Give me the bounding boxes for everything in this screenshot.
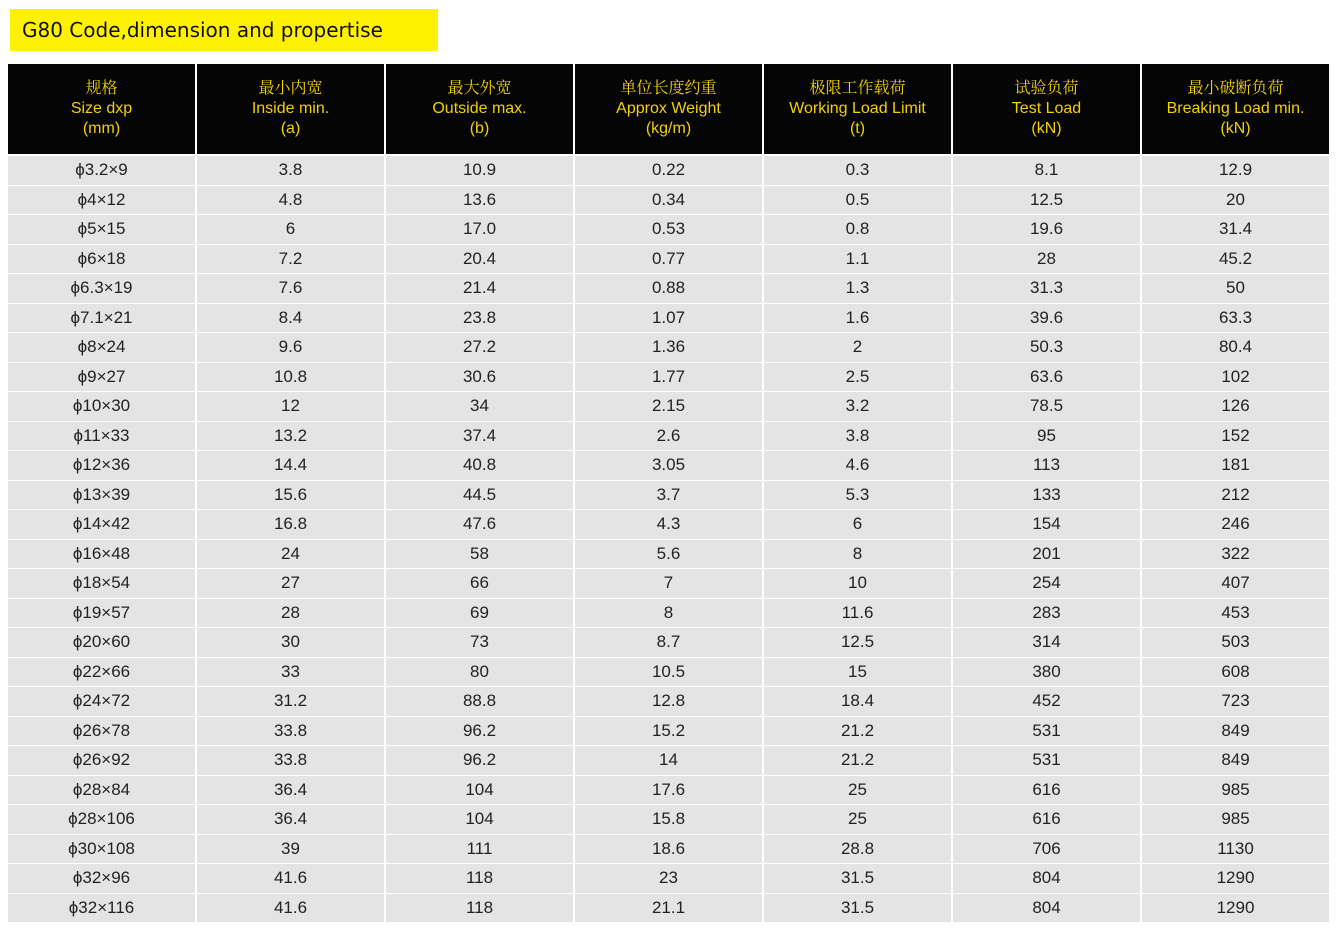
- value-cell: 608: [1142, 658, 1329, 687]
- column-header: [953, 64, 1140, 154]
- value-cell: 985: [1142, 805, 1329, 834]
- value-cell: 17.0: [386, 215, 573, 244]
- value-cell: 2.15: [575, 392, 762, 421]
- table-body: [8, 155, 1329, 922]
- value-cell: 283: [953, 599, 1140, 628]
- column-header-en: Outside max.: [432, 100, 527, 117]
- value-cell: 25: [764, 805, 951, 834]
- size-cell: ϕ32×96: [8, 864, 195, 893]
- value-cell: 44.5: [386, 481, 573, 510]
- value-cell: 503: [1142, 628, 1329, 657]
- value-cell: 18.6: [575, 835, 762, 864]
- table-row: [8, 422, 1329, 451]
- size-cell: ϕ30×108: [8, 835, 195, 864]
- table-row: [8, 864, 1329, 893]
- value-cell: 118: [386, 894, 573, 923]
- value-cell: 104: [386, 776, 573, 805]
- value-cell: 21.4: [386, 274, 573, 303]
- size-cell: ϕ28×106: [8, 805, 195, 834]
- value-cell: 15.8: [575, 805, 762, 834]
- value-cell: 1.07: [575, 304, 762, 333]
- value-cell: 2: [764, 333, 951, 362]
- column-header-unit: (mm): [82, 120, 121, 137]
- value-cell: 133: [953, 481, 1140, 510]
- value-cell: 804: [953, 894, 1140, 923]
- column-header-en: Working Load Limit: [789, 100, 926, 117]
- value-cell: 201: [953, 540, 1140, 569]
- table-row: [8, 776, 1329, 805]
- size-cell: ϕ14×42: [8, 510, 195, 539]
- value-cell: 1.3: [764, 274, 951, 303]
- column-header: [1142, 64, 1329, 154]
- table-row: [8, 451, 1329, 480]
- value-cell: 21.2: [764, 717, 951, 746]
- value-cell: 804: [953, 864, 1140, 893]
- value-cell: 10.9: [386, 155, 573, 185]
- column-header: [575, 64, 762, 154]
- value-cell: 58: [386, 540, 573, 569]
- value-cell: 0.88: [575, 274, 762, 303]
- value-cell: 73: [386, 628, 573, 657]
- spec-table: [6, 63, 1331, 923]
- page-title-text: G80 Code,dimension and propertise: [22, 18, 383, 42]
- size-cell: ϕ26×78: [8, 717, 195, 746]
- value-cell: 28: [197, 599, 384, 628]
- value-cell: 31.3: [953, 274, 1140, 303]
- table-row: [8, 746, 1329, 775]
- value-cell: 113: [953, 451, 1140, 480]
- column-header: [197, 64, 384, 154]
- size-cell: ϕ19×57: [8, 599, 195, 628]
- value-cell: 616: [953, 805, 1140, 834]
- value-cell: 63.6: [953, 363, 1140, 392]
- value-cell: 30: [197, 628, 384, 657]
- size-cell: ϕ24×72: [8, 687, 195, 716]
- value-cell: 0.3: [764, 155, 951, 185]
- column-header-cn: 极限工作载荷: [809, 80, 906, 97]
- size-cell: ϕ13×39: [8, 481, 195, 510]
- value-cell: 27.2: [386, 333, 573, 362]
- column-header-en: Size dxp: [70, 100, 133, 117]
- value-cell: 10.8: [197, 363, 384, 392]
- table-row: [8, 717, 1329, 746]
- column-header: [764, 64, 951, 154]
- value-cell: 1.1: [764, 245, 951, 274]
- value-cell: 23: [575, 864, 762, 893]
- size-cell: ϕ8×24: [8, 333, 195, 362]
- column-header-en: Test Load: [1011, 100, 1082, 117]
- table-row: [8, 687, 1329, 716]
- value-cell: 31.5: [764, 894, 951, 923]
- value-cell: 39.6: [953, 304, 1140, 333]
- value-cell: 0.34: [575, 186, 762, 215]
- value-cell: 453: [1142, 599, 1329, 628]
- value-cell: 4.6: [764, 451, 951, 480]
- value-cell: 96.2: [386, 746, 573, 775]
- value-cell: 50: [1142, 274, 1329, 303]
- column-header-unit: (kN): [1031, 120, 1062, 137]
- header-row: [8, 64, 1329, 154]
- value-cell: 80.4: [1142, 333, 1329, 362]
- value-cell: 8.1: [953, 155, 1140, 185]
- size-cell: ϕ6.3×19: [8, 274, 195, 303]
- column-header-cn: 最小内宽: [258, 80, 323, 97]
- value-cell: 14.4: [197, 451, 384, 480]
- column-header-en: Breaking Load min.: [1166, 100, 1305, 117]
- value-cell: 407: [1142, 569, 1329, 598]
- size-cell: ϕ20×60: [8, 628, 195, 657]
- value-cell: 33.8: [197, 746, 384, 775]
- value-cell: 95: [953, 422, 1140, 451]
- value-cell: 4.3: [575, 510, 762, 539]
- value-cell: 322: [1142, 540, 1329, 569]
- value-cell: 78.5: [953, 392, 1140, 421]
- value-cell: 34: [386, 392, 573, 421]
- table-row: [8, 274, 1329, 303]
- value-cell: 19.6: [953, 215, 1140, 244]
- value-cell: 154: [953, 510, 1140, 539]
- value-cell: 12.5: [953, 186, 1140, 215]
- size-cell: ϕ5×15: [8, 215, 195, 244]
- value-cell: 5.3: [764, 481, 951, 510]
- table-row: [8, 333, 1329, 362]
- table-row: [8, 628, 1329, 657]
- value-cell: 0.53: [575, 215, 762, 244]
- value-cell: 706: [953, 835, 1140, 864]
- size-cell: ϕ32×116: [8, 894, 195, 923]
- value-cell: 36.4: [197, 805, 384, 834]
- value-cell: 18.4: [764, 687, 951, 716]
- column-header-cn: 规格: [85, 80, 118, 97]
- value-cell: 40.8: [386, 451, 573, 480]
- value-cell: 37.4: [386, 422, 573, 451]
- size-cell: ϕ9×27: [8, 363, 195, 392]
- table-row: [8, 658, 1329, 687]
- value-cell: 28: [953, 245, 1140, 274]
- value-cell: 5.6: [575, 540, 762, 569]
- value-cell: 314: [953, 628, 1140, 657]
- value-cell: 47.6: [386, 510, 573, 539]
- table-row: [8, 186, 1329, 215]
- table-row: [8, 155, 1329, 185]
- value-cell: 21.2: [764, 746, 951, 775]
- value-cell: 13.6: [386, 186, 573, 215]
- table-row: [8, 392, 1329, 421]
- size-cell: ϕ11×33: [8, 422, 195, 451]
- value-cell: 69: [386, 599, 573, 628]
- size-cell: ϕ4×12: [8, 186, 195, 215]
- value-cell: 723: [1142, 687, 1329, 716]
- table-row: [8, 481, 1329, 510]
- value-cell: 39: [197, 835, 384, 864]
- value-cell: 10.5: [575, 658, 762, 687]
- value-cell: 8: [764, 540, 951, 569]
- value-cell: 7.2: [197, 245, 384, 274]
- value-cell: 15.6: [197, 481, 384, 510]
- value-cell: 3.2: [764, 392, 951, 421]
- column-header: [386, 64, 573, 154]
- value-cell: 7.6: [197, 274, 384, 303]
- value-cell: 616: [953, 776, 1140, 805]
- table-row: [8, 510, 1329, 539]
- value-cell: 12.5: [764, 628, 951, 657]
- column-header: [8, 64, 195, 154]
- value-cell: 25: [764, 776, 951, 805]
- value-cell: 28.8: [764, 835, 951, 864]
- value-cell: 10: [764, 569, 951, 598]
- value-cell: 15: [764, 658, 951, 687]
- size-cell: ϕ18×54: [8, 569, 195, 598]
- column-header-cn: 最大外宽: [447, 80, 512, 97]
- value-cell: 12: [197, 392, 384, 421]
- value-cell: 380: [953, 658, 1140, 687]
- value-cell: 849: [1142, 746, 1329, 775]
- table-row: [8, 805, 1329, 834]
- column-header-cn: 最小破断负荷: [1187, 80, 1284, 97]
- column-header-unit: (b): [469, 120, 490, 137]
- value-cell: 27: [197, 569, 384, 598]
- value-cell: 4.8: [197, 186, 384, 215]
- value-cell: 0.5: [764, 186, 951, 215]
- table-row: [8, 894, 1329, 923]
- value-cell: 0.22: [575, 155, 762, 185]
- value-cell: 8.4: [197, 304, 384, 333]
- size-cell: ϕ3.2×9: [8, 155, 195, 185]
- value-cell: 31.4: [1142, 215, 1329, 244]
- table-row: [8, 540, 1329, 569]
- value-cell: 63.3: [1142, 304, 1329, 333]
- size-cell: ϕ12×36: [8, 451, 195, 480]
- value-cell: 13.2: [197, 422, 384, 451]
- value-cell: 1130: [1142, 835, 1329, 864]
- value-cell: 11.6: [764, 599, 951, 628]
- value-cell: 20.4: [386, 245, 573, 274]
- value-cell: 1.6: [764, 304, 951, 333]
- value-cell: 21.1: [575, 894, 762, 923]
- value-cell: 0.8: [764, 215, 951, 244]
- size-cell: ϕ28×84: [8, 776, 195, 805]
- value-cell: 111: [386, 835, 573, 864]
- value-cell: 50.3: [953, 333, 1140, 362]
- column-header-unit: (kg/m): [645, 120, 692, 137]
- column-header-en: Approx Weight: [616, 100, 721, 117]
- size-cell: ϕ10×30: [8, 392, 195, 421]
- column-header-cn: 单位长度约重: [620, 80, 717, 97]
- value-cell: 3.7: [575, 481, 762, 510]
- value-cell: 3.05: [575, 451, 762, 480]
- value-cell: 104: [386, 805, 573, 834]
- page-title: [10, 9, 438, 51]
- size-cell: ϕ16×48: [8, 540, 195, 569]
- value-cell: 2.6: [575, 422, 762, 451]
- value-cell: 45.2: [1142, 245, 1329, 274]
- value-cell: 531: [953, 717, 1140, 746]
- value-cell: 17.6: [575, 776, 762, 805]
- size-cell: ϕ6×18: [8, 245, 195, 274]
- value-cell: 452: [953, 687, 1140, 716]
- value-cell: 3.8: [197, 155, 384, 185]
- value-cell: 0.77: [575, 245, 762, 274]
- value-cell: 15.2: [575, 717, 762, 746]
- value-cell: 3.8: [764, 422, 951, 451]
- value-cell: 96.2: [386, 717, 573, 746]
- value-cell: 1290: [1142, 864, 1329, 893]
- value-cell: 12.9: [1142, 155, 1329, 185]
- value-cell: 1.77: [575, 363, 762, 392]
- value-cell: 212: [1142, 481, 1329, 510]
- value-cell: 118: [386, 864, 573, 893]
- value-cell: 2.5: [764, 363, 951, 392]
- value-cell: 8: [575, 599, 762, 628]
- value-cell: 531: [953, 746, 1140, 775]
- value-cell: 30.6: [386, 363, 573, 392]
- value-cell: 9.6: [197, 333, 384, 362]
- value-cell: 254: [953, 569, 1140, 598]
- table-row: [8, 363, 1329, 392]
- value-cell: 80: [386, 658, 573, 687]
- value-cell: 33: [197, 658, 384, 687]
- value-cell: 20: [1142, 186, 1329, 215]
- table-row: [8, 245, 1329, 274]
- value-cell: 1290: [1142, 894, 1329, 923]
- value-cell: 36.4: [197, 776, 384, 805]
- value-cell: 152: [1142, 422, 1329, 451]
- value-cell: 1.36: [575, 333, 762, 362]
- value-cell: 985: [1142, 776, 1329, 805]
- table-row: [8, 835, 1329, 864]
- value-cell: 31.5: [764, 864, 951, 893]
- value-cell: 12.8: [575, 687, 762, 716]
- value-cell: 246: [1142, 510, 1329, 539]
- value-cell: 14: [575, 746, 762, 775]
- size-cell: ϕ26×92: [8, 746, 195, 775]
- value-cell: 41.6: [197, 864, 384, 893]
- value-cell: 6: [764, 510, 951, 539]
- value-cell: 126: [1142, 392, 1329, 421]
- value-cell: 23.8: [386, 304, 573, 333]
- value-cell: 31.2: [197, 687, 384, 716]
- value-cell: 88.8: [386, 687, 573, 716]
- value-cell: 181: [1142, 451, 1329, 480]
- value-cell: 102: [1142, 363, 1329, 392]
- value-cell: 66: [386, 569, 573, 598]
- value-cell: 849: [1142, 717, 1329, 746]
- table-row: [8, 599, 1329, 628]
- column-header-cn: 试验负荷: [1014, 80, 1079, 97]
- table-row: [8, 304, 1329, 333]
- value-cell: 24: [197, 540, 384, 569]
- value-cell: 33.8: [197, 717, 384, 746]
- value-cell: 7: [575, 569, 762, 598]
- value-cell: 6: [197, 215, 384, 244]
- column-header-en: Inside min.: [251, 100, 330, 117]
- size-cell: ϕ22×66: [8, 658, 195, 687]
- table-row: [8, 569, 1329, 598]
- value-cell: 41.6: [197, 894, 384, 923]
- column-header-unit: (t): [849, 120, 866, 137]
- value-cell: 8.7: [575, 628, 762, 657]
- size-cell: ϕ7.1×21: [8, 304, 195, 333]
- table-row: [8, 215, 1329, 244]
- column-header-unit: (a): [280, 120, 301, 137]
- column-header-unit: (kN): [1220, 120, 1251, 137]
- value-cell: 16.8: [197, 510, 384, 539]
